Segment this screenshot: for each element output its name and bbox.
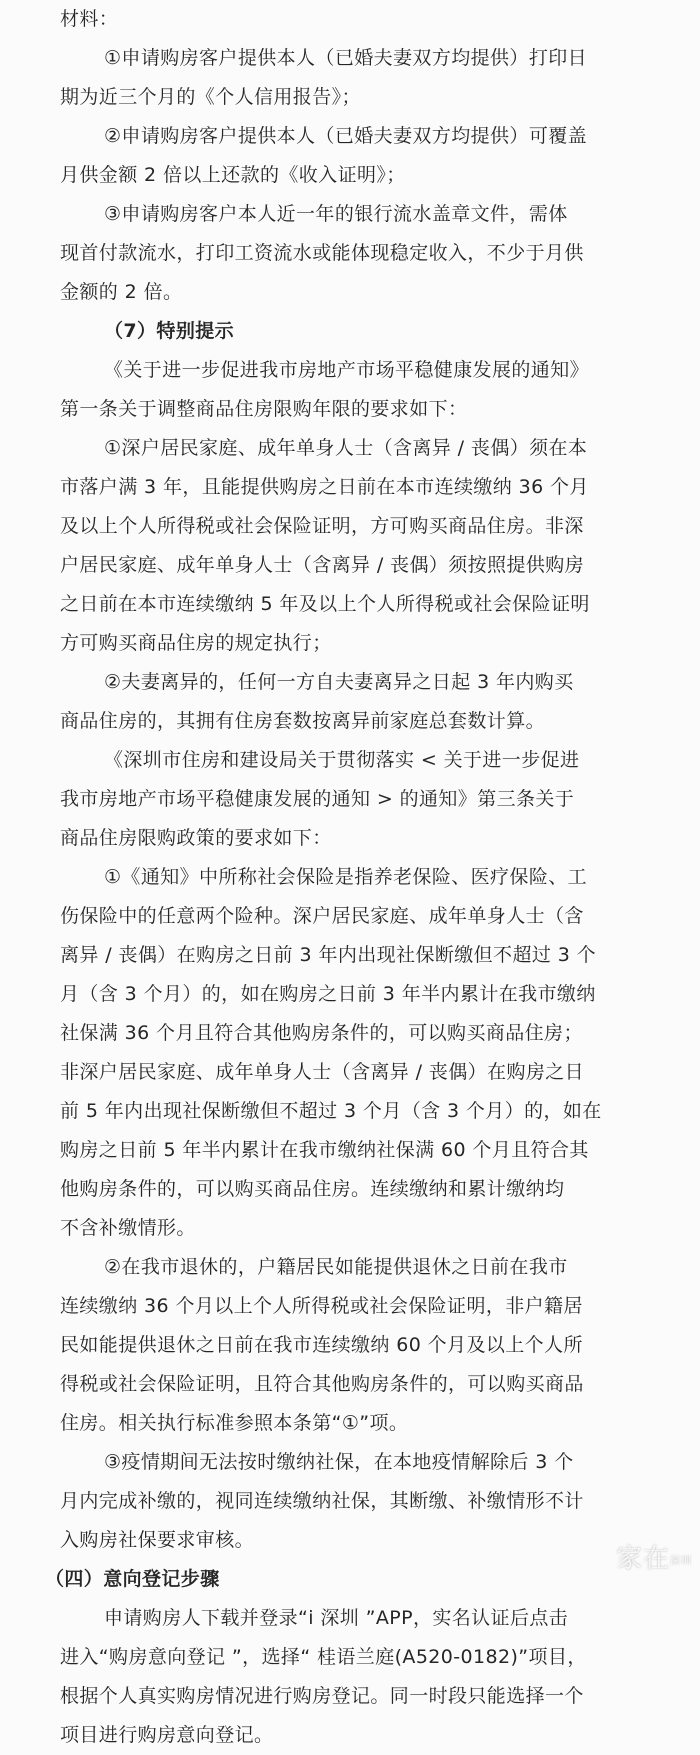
text-line: ③疫情期间无法按时缴纳社保，在本地疫情解除后 3 个	[104, 1451, 574, 1473]
text-line: 连续缴纳 36 个月以上个人所得税或社会保险证明，非户籍居	[60, 1295, 583, 1317]
watermark-logo	[616, 1538, 692, 1575]
text-line: 月内完成补缴的，视同连续缴纳社保，其断缴、补缴情形不计	[60, 1490, 584, 1512]
text-line: 得税或社会保险证明，且符合其他购房条件的，可以购买商品	[60, 1373, 584, 1395]
text-line: 民如能提供退休之日前在我市连续缴纳 60 个月及以上个人所	[60, 1334, 583, 1356]
text-line: ②申请购房客户提供本人（已婚夫妻双方均提供）可覆盖	[104, 125, 588, 147]
text-line: 商品住房限购政策的要求如下：	[60, 827, 332, 849]
text-line: 购房之日前 5 年半内累计在我市缴纳社保满 60 个月且符合其	[60, 1139, 589, 1161]
text-line: ②夫妻离异的，任何一方自夫妻离异之日起 3 年内购买	[104, 671, 574, 693]
text-line: 根据个人真实购房情况进行购房登记。同一时段只能选择一个	[60, 1685, 584, 1707]
text-line: 商品住房的，其拥有住房套数按离异前家庭总套数计算。	[60, 710, 546, 732]
section-heading: （7）特别提示	[104, 320, 235, 342]
text-line: 《深圳市住房和建设局关于贯彻落实 < 关于进一步促进	[104, 749, 580, 771]
text-line: 我市房地产市场平稳健康发展的通知 > 的通知》第三条关于	[60, 788, 575, 810]
text-line: 前 5 年内出现社保断缴但不超过 3 个月（含 3 个月）的，如在	[60, 1100, 602, 1122]
text-line: 户居民家庭、成年单身人士（含离异 / 丧偶）须按照提供购房	[60, 554, 585, 576]
text-line: 他购房条件的，可以购买商品住房。连续缴纳和累计缴纳均	[60, 1178, 565, 1200]
text-line: 月供金额 2 倍以上还款的《收入证明》；	[60, 164, 406, 186]
watermark-sub: 深圳	[670, 1556, 692, 1567]
text-line: 及以上个人所得税或社会保险证明，方可购买商品住房。非深	[60, 515, 584, 537]
text-line: 方可购买商品住房的规定执行；	[60, 632, 332, 654]
text-line: 期为近三个月的《个人信用报告》；	[60, 86, 361, 108]
text-line: 市落户满 3 年，且能提供购房之日前在本市连续缴纳 36 个月	[60, 476, 589, 498]
document-body	[45, 0, 646, 1755]
text-line: 进入“购房意向登记 ”，选择“ 桂语兰庭(A520-0182)”项目，	[60, 1646, 587, 1668]
text-line: 社保满 36 个月且符合其他购房条件的，可以购买商品住房；	[60, 1022, 583, 1044]
text-line: ①申请购房客户提供本人（已婚夫妻双方均提供）打印日	[104, 47, 588, 69]
section-heading: （四）意向登记步骤	[45, 1568, 220, 1590]
text-line: 住房。相关执行标准参照本条第“①”项。	[60, 1412, 409, 1434]
text-line: 不含补缴情形。	[60, 1217, 196, 1239]
text-line: 第一条关于调整商品住房限购年限的要求如下：	[60, 398, 468, 420]
watermark-main: 家在	[615, 1544, 670, 1574]
text-line: 《关于进一步促进我市房地产市场平稳健康发展的通知》	[104, 359, 590, 381]
text-line: 离异 / 丧偶）在购房之日前 3 年内出现社保断缴但不超过 3 个	[60, 944, 597, 966]
text-line: 非深户居民家庭、成年单身人士（含离异 / 丧偶）在购房之日	[60, 1061, 585, 1083]
text-line: ③申请购房客户本人近一年的银行流水盖章文件，需体	[104, 203, 568, 225]
text-line: ②在我市退休的，户籍居民如能提供退休之日前在我市	[104, 1256, 568, 1278]
text-line: 现首付款流水，打印工资流水或能体现稳定收入，不少于月供	[60, 242, 584, 264]
text-line: 材料：	[60, 8, 119, 30]
text-line: 项目进行购房意向登记。	[60, 1724, 274, 1746]
text-line: 申请购房人下载并登录“i 深圳 ”APP，实名认证后点击	[104, 1607, 569, 1629]
text-line: ①《通知》中所称社会保险是指养老保险、医疗保险、工	[104, 866, 588, 888]
text-line: 之日前在本市连续缴纳 5 年及以上个人所得税或社会保险证明	[60, 593, 590, 615]
text-line: 金额的 2 倍。	[60, 281, 183, 303]
text-line: 入购房社保要求审核。	[60, 1529, 255, 1551]
text-line: ①深户居民家庭、成年单身人士（含离异 / 丧偶）须在本	[104, 437, 588, 459]
text-line: 月（含 3 个月）的，如在购房之日前 3 年半内累计在我市缴纳	[60, 983, 596, 1005]
text-line: 伤保险中的任意两个险种。深户居民家庭、成年单身人士（含	[60, 905, 584, 927]
